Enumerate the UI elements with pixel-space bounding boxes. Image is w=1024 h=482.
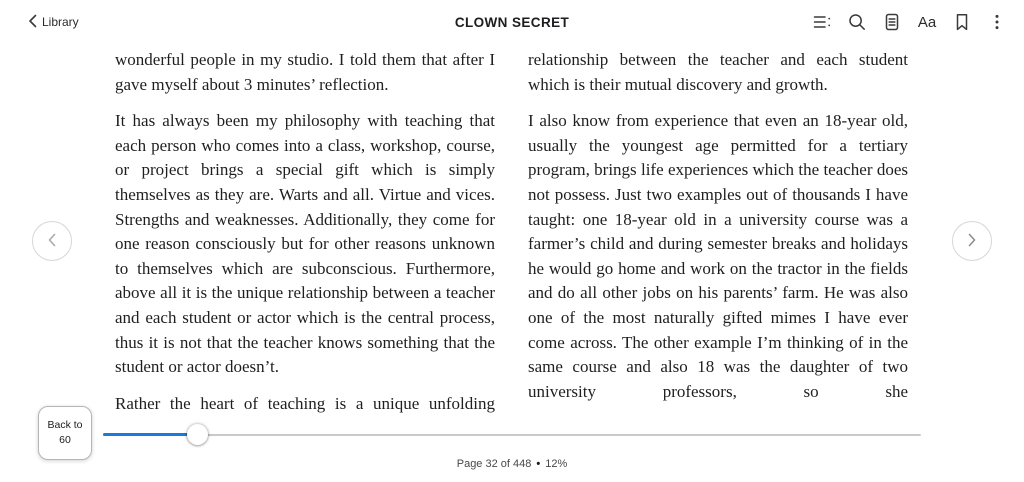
back-to-page-button[interactable] xyxy=(38,406,92,460)
progress-percent-label: 12% xyxy=(545,458,568,470)
back-to-label-line2: 60 xyxy=(59,434,71,446)
notes-icon[interactable] xyxy=(881,11,903,33)
slider-fill xyxy=(103,433,198,436)
chevron-left-icon xyxy=(46,232,58,251)
appearance-icon[interactable] xyxy=(916,11,938,33)
contents-icon[interactable] xyxy=(811,11,833,33)
chevron-left-icon xyxy=(28,14,37,31)
back-to-label-line1: Back to xyxy=(47,419,83,432)
book-title: CLOWN SECRET xyxy=(454,14,570,30)
next-page-button[interactable] xyxy=(952,221,992,261)
page-status xyxy=(0,458,1024,470)
library-back-button[interactable] xyxy=(24,0,83,44)
paragraph: It has always been my philosophy with teaching that each person who comes into a class, workshop, course, or project brings a special gift which is simply themselves as they are. Warts and all. Virtue and vices. Strengths and weaknesses. Additionally, they come for one reason consciously but for other reasons unknown to themselves which are subconscious. Furthermore, above all it is the unique relationship between a teacher and each student or actor which is the central process, thus it is not that the teacher knows something that the student or actor doesn’t. xyxy=(115,111,495,377)
paragraph: I also know from experience that even an 18-year old, usually the youngest age permitted for a tertiary program, brings life experiences which the teacher does not possess. Just two examples out of thousands I have taught: one 18-year old in a university course was a farmer’s child and during semester breaks and holidays he would go home and work on the tractor in the fields and do all other jobs on his parents’ farm. He was also one of the most naturally gifted mimes I have ever come across. The other example I’m thinking of in the same course and also 18 was the daughter of two university professors, so she xyxy=(528,111,908,401)
page-left-column xyxy=(115,44,495,418)
bookmark-icon[interactable] xyxy=(951,11,973,33)
status-separator: • xyxy=(536,458,541,470)
more-icon[interactable] xyxy=(986,11,1008,33)
page-count-label: Page 32 of 448 xyxy=(456,458,532,470)
chevron-right-icon xyxy=(966,232,978,251)
search-icon[interactable] xyxy=(846,11,868,33)
paragraph: Rather the heart of teaching is a unique unfolding xyxy=(115,393,495,413)
page-right-column xyxy=(528,44,908,418)
slider-track[interactable] xyxy=(103,434,921,436)
appearance-label: Aa xyxy=(917,13,937,31)
reader-toolbar xyxy=(0,0,1024,44)
progress-slider[interactable] xyxy=(103,424,921,445)
previous-page-button[interactable] xyxy=(32,221,72,261)
slider-knob[interactable] xyxy=(187,424,208,445)
toolbar-icon-group xyxy=(811,0,1008,44)
library-back-label: Library xyxy=(42,15,79,29)
paragraph: relationship between the teacher and each student which is their mutual discovery and growth. xyxy=(528,50,908,94)
paragraph: wonderful people in my studio. I told them that after I gave myself about 3 minutes’ reflection. xyxy=(115,50,495,94)
